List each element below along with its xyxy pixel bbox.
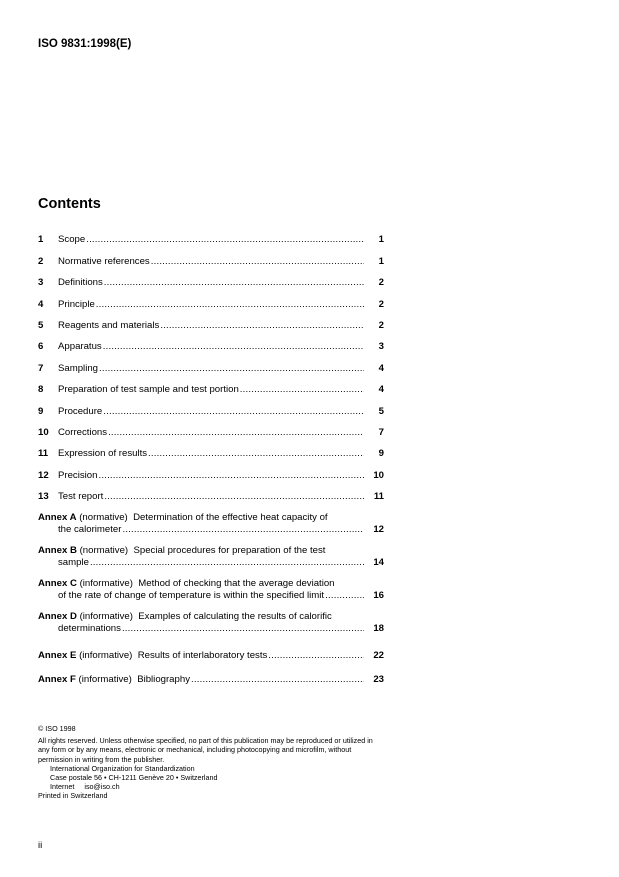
dot-leader: [104, 277, 364, 288]
toc-page: 10: [373, 469, 384, 481]
dot-leader: [103, 406, 364, 417]
annex-entry-a[interactable]: [38, 512, 384, 536]
toc-page: 3: [378, 341, 384, 353]
toc-title: Precision: [58, 469, 98, 481]
annex-title-line2: determinations: [58, 623, 121, 635]
toc-title: Principle: [58, 298, 95, 310]
toc-number: 9: [38, 405, 44, 417]
toc-page: 9: [378, 448, 384, 460]
toc-title: Scope: [58, 234, 86, 246]
toc-number: 10: [38, 426, 49, 438]
toc-entry[interactable]: [38, 310, 384, 331]
annex-label: Annex C: [38, 578, 77, 590]
annex-type: (informative): [79, 650, 133, 662]
toc-number: 11: [38, 448, 49, 460]
dot-leader: [240, 384, 364, 395]
annex-entry-f[interactable]: [38, 669, 384, 685]
toc-page: 4: [378, 362, 384, 374]
toc-page: 5: [378, 405, 384, 417]
toc-entry[interactable]: [38, 352, 384, 373]
toc-entry[interactable]: [38, 481, 384, 502]
annex-title-line1: Examples of calculating the results of calorific: [138, 611, 332, 623]
toc-number: 12: [38, 469, 49, 481]
annex-title-line1: Method of checking that the average deviation: [138, 578, 335, 590]
dot-leader: [99, 363, 364, 374]
dot-leader: [108, 427, 364, 438]
annex-title-line1: Bibliography: [137, 674, 190, 686]
toc-page: 4: [378, 384, 384, 396]
toc-entry[interactable]: [38, 459, 384, 480]
org-name: International Organization for Standardization: [50, 763, 195, 773]
annex-entry-d[interactable]: [38, 611, 384, 635]
toc-title: Procedure: [58, 405, 103, 417]
toc-entry[interactable]: [38, 395, 384, 416]
annex-type: (normative): [79, 545, 129, 557]
annex-type: (normative): [79, 512, 128, 524]
toc-entry[interactable]: [38, 417, 384, 438]
dot-leader: [86, 234, 364, 245]
dot-leader: [325, 590, 364, 602]
annex-title-line1: Special procedures for preparation of the test: [133, 545, 326, 557]
annex-page: 23: [373, 674, 384, 686]
annex-page: 12: [373, 524, 384, 536]
toc-title: Test report: [58, 491, 104, 503]
toc-page: 11: [373, 491, 384, 503]
toc-entry[interactable]: [38, 288, 384, 309]
toc-entry[interactable]: [38, 374, 384, 395]
dot-leader: [104, 491, 364, 502]
dot-leader: [103, 341, 364, 352]
annex-entry-c[interactable]: [38, 578, 384, 602]
copyright-line: © ISO 1998: [38, 724, 76, 733]
toc-page: 7: [378, 426, 384, 438]
dot-leader: [148, 448, 364, 459]
annex-entry-b[interactable]: [38, 545, 384, 569]
rights-text: All rights reserved. Unless otherwise specified, no part of this publication may be reproduced or utilized in any form or by any means, electronic or mechanical, including photocopying and microfilm, without permission in writing from the publisher.: [38, 736, 373, 764]
toc-number: 5: [38, 319, 44, 331]
toc-entry[interactable]: [38, 245, 384, 266]
toc-title: Corrections: [58, 426, 108, 438]
toc-number: 1: [38, 234, 44, 246]
toc-page: 2: [378, 319, 384, 331]
toc-number: 3: [38, 277, 44, 289]
annex-title-line2: of the rate of change of temperature is within the specified limit: [58, 590, 325, 602]
printed-in: Printed in Switzerland: [38, 791, 108, 801]
toc-number: 2: [38, 255, 44, 267]
toc-title: Expression of results: [58, 448, 148, 460]
toc-page: 2: [378, 277, 384, 289]
toc-page: 1: [378, 255, 384, 267]
annex-entry-e[interactable]: [38, 645, 384, 661]
toc-entry[interactable]: [38, 267, 384, 288]
toc-number: 8: [38, 384, 44, 396]
annex-label: Annex A: [38, 512, 77, 524]
dot-leader: [151, 256, 364, 267]
copyright-notice: [38, 724, 384, 801]
dot-leader: [96, 299, 364, 310]
toc-title: Preparation of test sample and test portion: [58, 384, 239, 396]
toc-number: 6: [38, 341, 44, 353]
annex-title-line1: Determination of the effective heat capacity of: [133, 512, 328, 524]
dot-leader: [90, 557, 364, 569]
dot-leader: [98, 470, 364, 481]
dot-leader: [122, 623, 364, 635]
dot-leader: [268, 650, 364, 661]
toc-number: 7: [38, 362, 44, 374]
toc-number: 13: [38, 491, 49, 503]
dot-leader: [191, 674, 364, 685]
annex-label: Annex D: [38, 611, 77, 623]
table-of-contents: [38, 224, 384, 685]
annex-type: (informative): [79, 578, 133, 590]
annex-page: 14: [373, 557, 384, 569]
annex-title-line1: Results of interlaboratory tests: [137, 650, 268, 662]
page-number: ii: [38, 840, 43, 851]
org-address: Case postale 56 • CH-1211 Genève 20 • Switzerland: [50, 773, 218, 783]
annex-page: 16: [373, 590, 384, 602]
toc-title: Apparatus: [58, 341, 102, 353]
toc-entry[interactable]: [38, 224, 384, 245]
annex-page: 22: [373, 650, 384, 662]
annex-title-line2: the calorimeter: [58, 524, 122, 536]
toc-title: Definitions: [58, 277, 103, 289]
toc-entry[interactable]: [38, 438, 384, 459]
toc-title: Normative references: [58, 255, 150, 267]
toc-title: Reagents and materials: [58, 319, 160, 331]
annex-type: (informative): [79, 611, 133, 623]
annex-label: Annex E: [38, 650, 77, 662]
annex-label: Annex F: [38, 674, 76, 686]
annex-label: Annex B: [38, 545, 77, 557]
document-id: ISO 9831:1998(E): [38, 38, 132, 50]
dot-leader: [122, 524, 364, 536]
toc-entry[interactable]: [38, 331, 384, 352]
toc-page: 2: [378, 298, 384, 310]
org-internet: Internet iso@iso.ch: [50, 782, 120, 792]
toc-page: 1: [378, 234, 384, 246]
dot-leader: [160, 320, 364, 331]
toc-title: Sampling: [58, 362, 98, 374]
contents-heading: Contents: [38, 196, 101, 212]
annex-page: 18: [373, 623, 384, 635]
annex-type: (informative): [78, 674, 132, 686]
toc-number: 4: [38, 298, 44, 310]
annex-title-line2: sample: [58, 557, 89, 569]
